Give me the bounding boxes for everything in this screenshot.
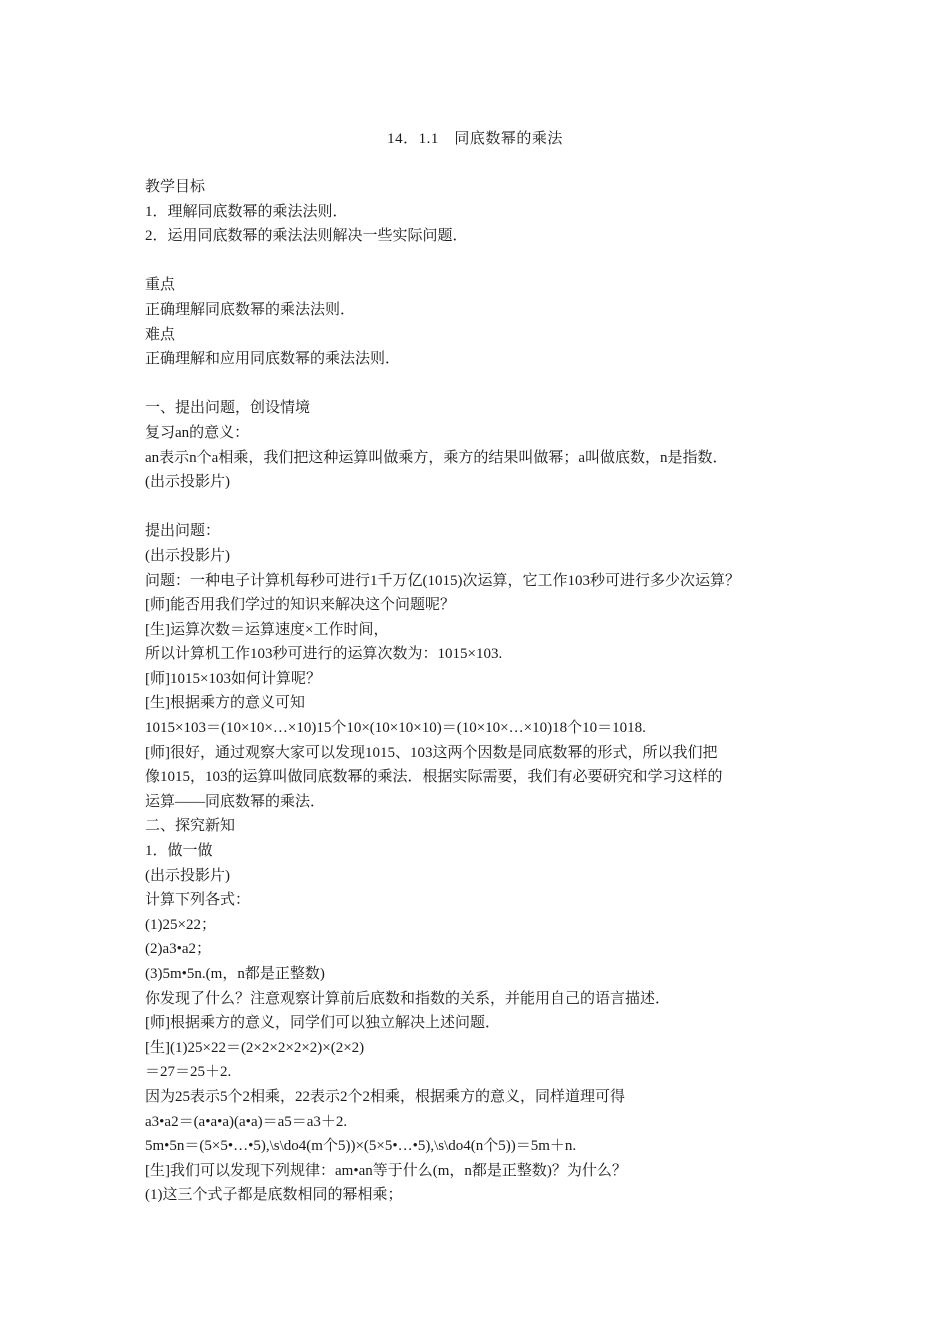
body-line: 像1015，103的运算叫做同底数幂的乘法．根据实际需要，我们有必要研究和学习这样的: [145, 769, 723, 786]
body-line: [生]根据乘方的意义可知: [145, 695, 305, 712]
body-line: 运算——同底数幂的乘法．: [145, 793, 326, 810]
body-line: (出示投影片): [145, 474, 230, 491]
body-line: 正确理解同底数幂的乘法法则．: [145, 301, 356, 318]
body-line: 所以计算机工作103秒可进行的运算次数为：1015×103.: [145, 646, 503, 663]
body-line: [生]运算次数＝运算速度×工作时间，: [145, 621, 389, 638]
document-title: 14．1.1 同底数幂的乘法: [387, 131, 563, 147]
body-line: 因为25表示5个2相乘，22表示2个2相乘，根据乘方的意义，同样道理可得: [145, 1088, 626, 1105]
body-line: 难点: [145, 326, 176, 343]
body-line: 5m•5n＝(5×5•…•5),\s\do4(m个5))×(5×5•…•5),\s\do4(n个5))＝5m＋n.: [145, 1138, 577, 1155]
body-line: [师]根据乘方的意义，同学们可以独立解决上述问题．: [145, 1015, 500, 1032]
body-line: [师]能否用我们学过的知识来解决这个问题呢？: [145, 597, 455, 614]
body-line: 正确理解和应用同底数幂的乘法法则．: [145, 351, 401, 368]
body-line: 二、探究新知: [145, 818, 236, 835]
body-line: 提出问题：: [145, 523, 221, 540]
body-line: [师]很好，通过观察大家可以发现1015、103这两个因数是同底数幂的形式，所以我们把: [145, 744, 718, 761]
body-line: 1．做一做: [145, 843, 213, 860]
body-line: 一、提出问题，创设情境: [145, 400, 311, 417]
body-line: (2)a3•a2；: [145, 941, 212, 958]
body-line: 重点: [145, 277, 176, 294]
body-line: [生](1)25×22＝(2×2×2×2×2)×(2×2): [145, 1039, 365, 1056]
blank-line: [145, 372, 825, 397]
body-line: (出示投影片): [145, 547, 230, 564]
body-line: [生]我们可以发现下列规律：am•an等于什么(m，n都是正整数)？为什么？: [145, 1162, 627, 1179]
body-line: 计算下列各式：: [145, 892, 251, 909]
body-line: 1015×103＝(10×10×…×10)15个10×(10×10×10)＝(10×10×…×10)18个10＝1018.: [145, 720, 646, 737]
blank-line: [145, 249, 825, 274]
body-line: (3)5m•5n.(m，n都是正整数): [145, 966, 325, 982]
body-line: 复习an的意义：: [145, 424, 250, 441]
body-line: 1．理解同底数幂的乘法法则．: [145, 203, 348, 220]
body-line: 教学目标: [145, 179, 206, 195]
body-line: (1)25×22；: [145, 916, 216, 933]
body-line: (出示投影片): [145, 867, 230, 884]
body-line: (1)这三个式子都是底数相同的幂相乘；: [145, 1187, 403, 1204]
body-line: 问题：一种电子计算机每秒可进行1千万亿(1015)次运算，它工作103秒可进行多少次运算？: [145, 572, 740, 589]
body-line: ＝27＝25＋2.: [145, 1064, 232, 1081]
body-line: [师]1015×103如何计算呢？: [145, 670, 321, 687]
document-body: [145, 175, 825, 1208]
body-line: 你发现了什么？注意观察计算前后底数和指数的关系，并能用自己的语言描述．: [145, 990, 671, 1007]
body-line: an表示n个a相乘，我们把这种运算叫做乘方，乘方的结果叫做幂；a叫做底数，n是指数．: [145, 449, 728, 466]
body-line: 2．运用同底数幂的乘法法则解决一些实际问题．: [145, 228, 468, 245]
body-line: a3•a2＝(a•a•a)(a•a)＝a5＝a3＋2.: [145, 1113, 348, 1130]
blank-line: [145, 495, 825, 520]
